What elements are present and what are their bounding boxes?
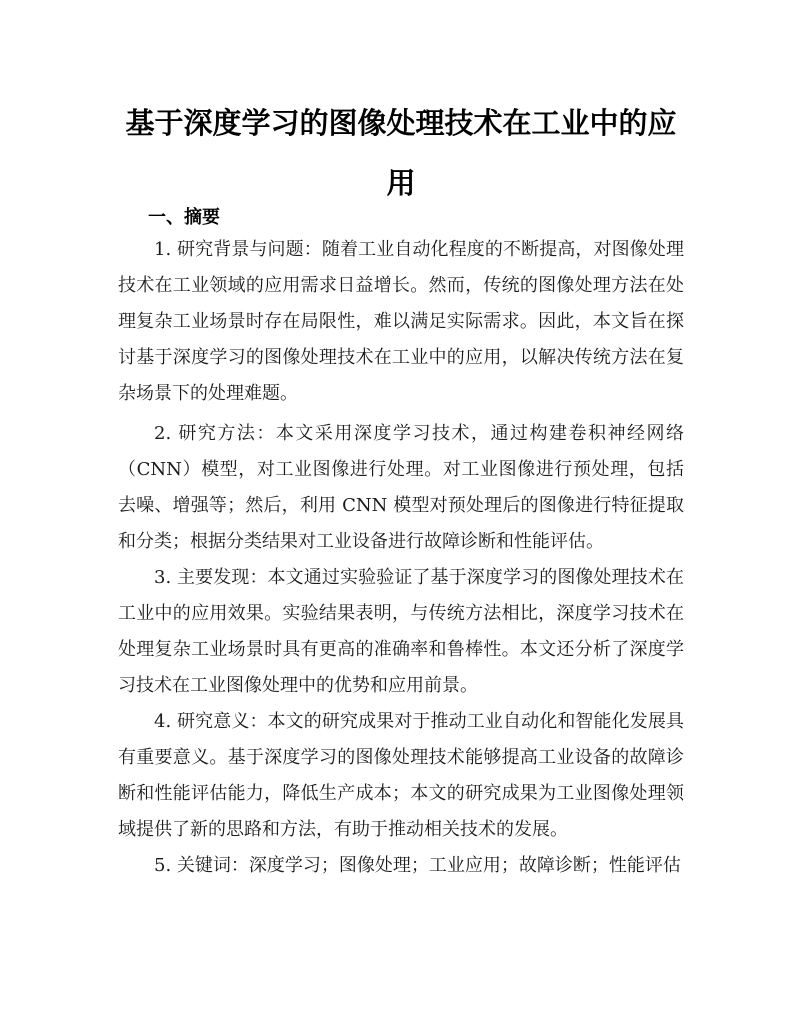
abstract-paragraph-findings: 3. 主要发现：本文通过实验验证了基于深度学习的图像处理技术在工业中的应用效果。实验结果表明，与传统方法相比，深度学习技术在处理复杂工业场景时具有更高的准确率和鲁棒性。本文还分析了深度学习技术在工业图像处理中的优势和应用前景。	[118, 567, 684, 696]
abstract-paragraph-significance: 4. 研究意义：本文的研究成果对于推动工业自动化和智能化发展具有重要意义。基于深度学习的图像处理技术能够提高工业设备的故障诊断和性能评估能力，降低生产成本；本文的研究成果为工业图像处理领域提供了新的思路和方法，有助于推动相关技术的发展。	[118, 711, 684, 840]
section-heading-abstract: 一、摘要	[148, 207, 220, 228]
abstract-paragraph-background: 1. 研究背景与问题：随着工业自动化程度的不断提高，对图像处理技术在工业领域的应用需求日益增长。然而，传统的图像处理方法在处理复杂工业场景时存在局限性，难以满足实际需求。因此，本文旨在探讨基于深度学习的图像处理技术在工业中的应用，以解决传统方法在复杂场景下的处理难题。	[118, 239, 684, 404]
abstract-paragraph-method: 2. 研究方法：本文采用深度学习技术，通过构建卷积神经网络（CNN）模型，对工业图像进行处理。对工业图像进行预处理，包括去噪、增强等；然后，利用 CNN 模型对预处理后的图像进行特征提取和分类；根据分类结果对工业设备进行故障诊断和性能评估。	[118, 423, 684, 552]
document-title: 基于深度学习的图像处理技术在工业中的应用	[125, 106, 677, 200]
abstract-paragraph-keywords: 5. 关键词：深度学习；图像处理；工业应用；故障诊断；性能评估	[154, 855, 681, 876]
